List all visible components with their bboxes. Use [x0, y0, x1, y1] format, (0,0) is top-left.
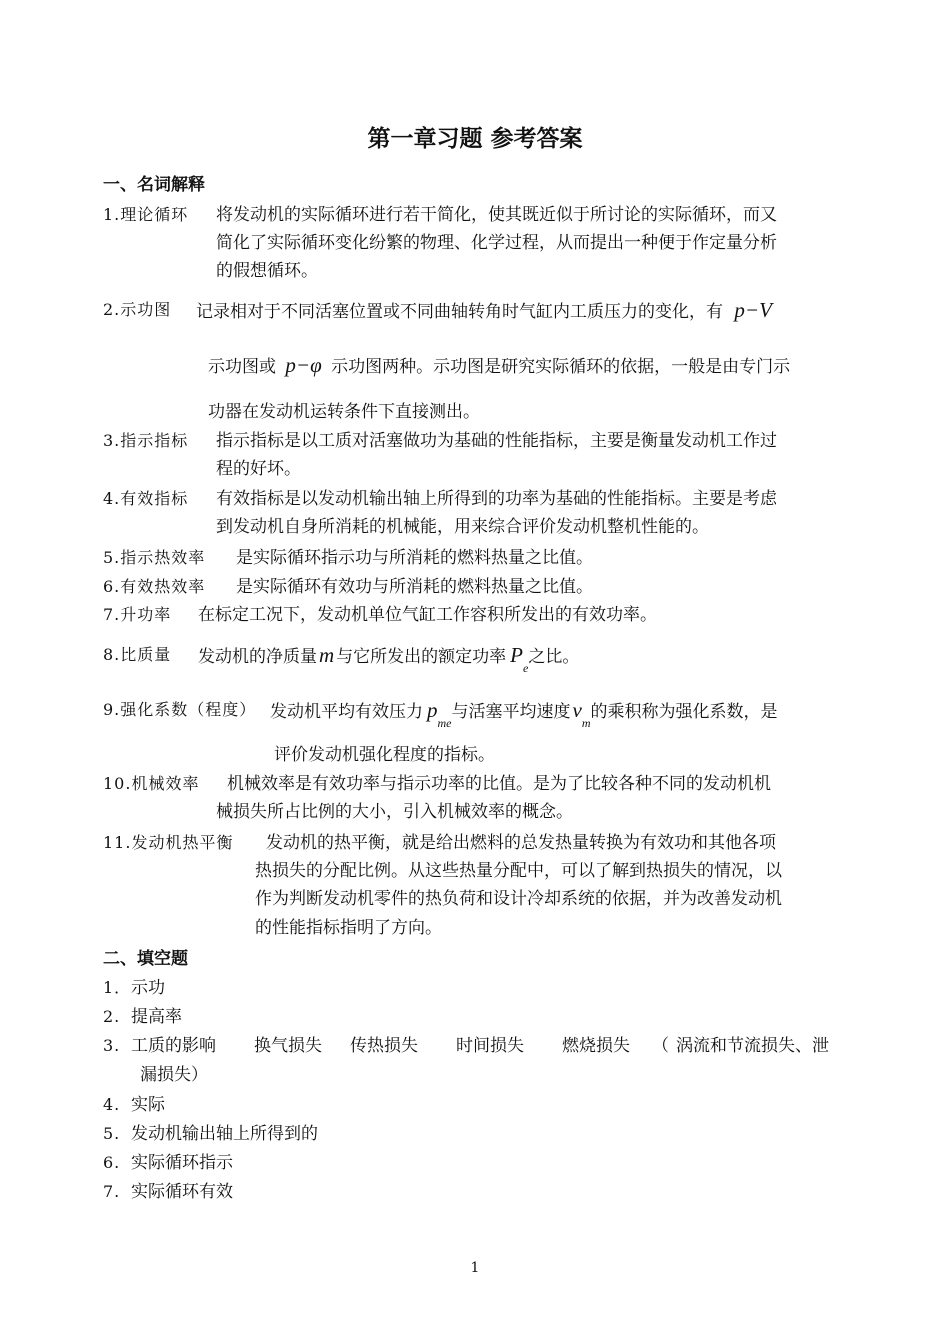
subscript-e: e: [523, 661, 529, 675]
answer-text: 燃烧损失: [562, 1036, 630, 1056]
answer-text: 实际循环有效: [131, 1182, 233, 1202]
answer-text: 发动机输出轴上所得到的: [131, 1124, 318, 1144]
term-definition-line: 将发动机的实际循环进行若干简化，使其既近似于所讨论的实际循环，而又: [216, 205, 777, 225]
section-heading-fill-blank: 二、填空题: [103, 949, 188, 969]
answer-number: 6.: [103, 1153, 121, 1172]
answer-text: （: [652, 1036, 669, 1056]
term-definition-line: [270, 698, 778, 730]
answer-text: 示功: [131, 978, 165, 998]
term-number: 9.强化系数（程度）: [103, 700, 257, 719]
term-number: 2.示功图: [103, 300, 172, 319]
definition-text: 发动机平均有效压力: [270, 702, 423, 722]
term-number: 1.理论循环: [103, 205, 189, 224]
term-definition-line: 的假想循环。: [216, 261, 318, 281]
answer-text: 涡流和节流损失、泄: [676, 1036, 829, 1056]
term-number: 7.升功率: [103, 605, 172, 624]
term-definition-line: 作为判断发动机零件的热负荷和设计冷却系统的依据，并为改善发动机: [255, 889, 782, 909]
symbol-p: p: [427, 698, 438, 722]
term-number: 4.有效指标: [103, 489, 189, 508]
term-number: 8.比质量: [103, 645, 172, 664]
section-heading-terms: 一、名词解释: [103, 175, 205, 195]
answer-text: 换气损失: [254, 1036, 322, 1056]
term-definition-line: 是实际循环有效功与所消耗的燃料热量之比值。: [236, 577, 593, 597]
symbol-v: v: [572, 698, 582, 722]
definition-text: 示功图两种。示功图是研究实际循环的依据，一般是由专门示: [331, 357, 791, 377]
formula-p-v: p−V: [734, 298, 772, 322]
definition-text: 记录相对于不同活塞位置或不同曲轴转角时气缸内工质压力的变化，有: [196, 302, 723, 322]
term-definition-line: 的性能指标指明了方向。: [255, 918, 442, 938]
formula-p-phi: p−φ: [285, 353, 322, 377]
definition-text: 与它所发出的额定功率: [336, 647, 507, 667]
answer-number: 1．: [103, 978, 132, 997]
term-number: 6.有效热效率: [103, 577, 206, 596]
term-definition-line: 简化了实际循环变化纷繁的物理、化学过程，从而提出一种便于作定量分析: [216, 233, 777, 253]
page-number: 1: [470, 1260, 480, 1276]
term-number: 11.发动机热平衡: [103, 833, 234, 852]
term-definition-line: 发动机的热平衡，就是给出燃料的总发热量转换为有效功和其他各项: [266, 833, 776, 853]
term-definition-line: 评价发动机强化程度的指标。: [274, 745, 495, 765]
term-definition-line: 热损失的分配比例。从这些热量分配中，可以了解到热损失的情况，以: [255, 861, 782, 881]
answer-text: 时间损失: [456, 1036, 524, 1056]
term-definition-line: 是实际循环指示功与所消耗的燃料热量之比值。: [236, 548, 593, 568]
page-title: 第一章习题 参考答案: [367, 126, 583, 152]
term-definition-line: 械损失所占比例的大小，引入机械效率的概念。: [216, 802, 573, 822]
definition-text: 发动机的净质量: [198, 647, 317, 667]
answer-number: 4.: [103, 1095, 121, 1114]
answer-text: 工质的影响: [131, 1036, 216, 1056]
definition-text: 的乘积称为强化系数，是: [590, 702, 778, 722]
term-number: 5.指示热效率: [103, 548, 206, 567]
symbol-m: m: [319, 643, 335, 667]
term-definition-line: [198, 643, 580, 675]
answer-text: 传热损失: [350, 1036, 418, 1056]
subscript-m: m: [581, 716, 591, 730]
term-number: 10.机械效率: [103, 774, 200, 793]
term-definition-line: 功器在发动机运转条件下直接测出。: [208, 402, 480, 422]
answer-number: 7.: [103, 1182, 121, 1201]
term-definition-line: 指示指标是以工质对活塞做功为基础的性能指标，主要是衡量发动机工作过: [216, 431, 777, 451]
answer-text: 漏损失）: [140, 1065, 208, 1085]
term-definition-line: 有效指标是以发动机输出轴上所得到的功率为基础的性能指标。主要是考虑: [216, 489, 777, 509]
term-definition-line: 在标定工况下，发动机单位气缸工作容积所发出的有效功率。: [198, 605, 657, 625]
answer-number: 3.: [103, 1036, 121, 1055]
definition-text: 之比。: [528, 647, 580, 667]
answer-text: 实际循环指示: [131, 1153, 233, 1173]
symbol-P: P: [510, 643, 523, 667]
answer-number: 5.: [103, 1124, 121, 1143]
definition-text: 示功图或: [208, 357, 276, 377]
definition-text: 与活塞平均速度: [451, 702, 571, 722]
term-definition-line: [208, 355, 790, 377]
term-number: 3.指示指标: [103, 431, 189, 450]
term-definition-line: 程的好坏。: [216, 459, 301, 479]
term-definition-line: [196, 300, 772, 322]
answer-text: 实际: [131, 1095, 165, 1115]
answer-text: 提高率: [131, 1007, 182, 1027]
term-definition-line: 到发动机自身所消耗的机械能，用来综合评价发动机整机性能的。: [216, 517, 709, 537]
term-definition-line: 机械效率是有效功率与指示功率的比值。是为了比较各种不同的发动机机: [227, 774, 771, 794]
answer-number: 2.: [103, 1007, 121, 1026]
subscript-me: me: [437, 716, 452, 730]
